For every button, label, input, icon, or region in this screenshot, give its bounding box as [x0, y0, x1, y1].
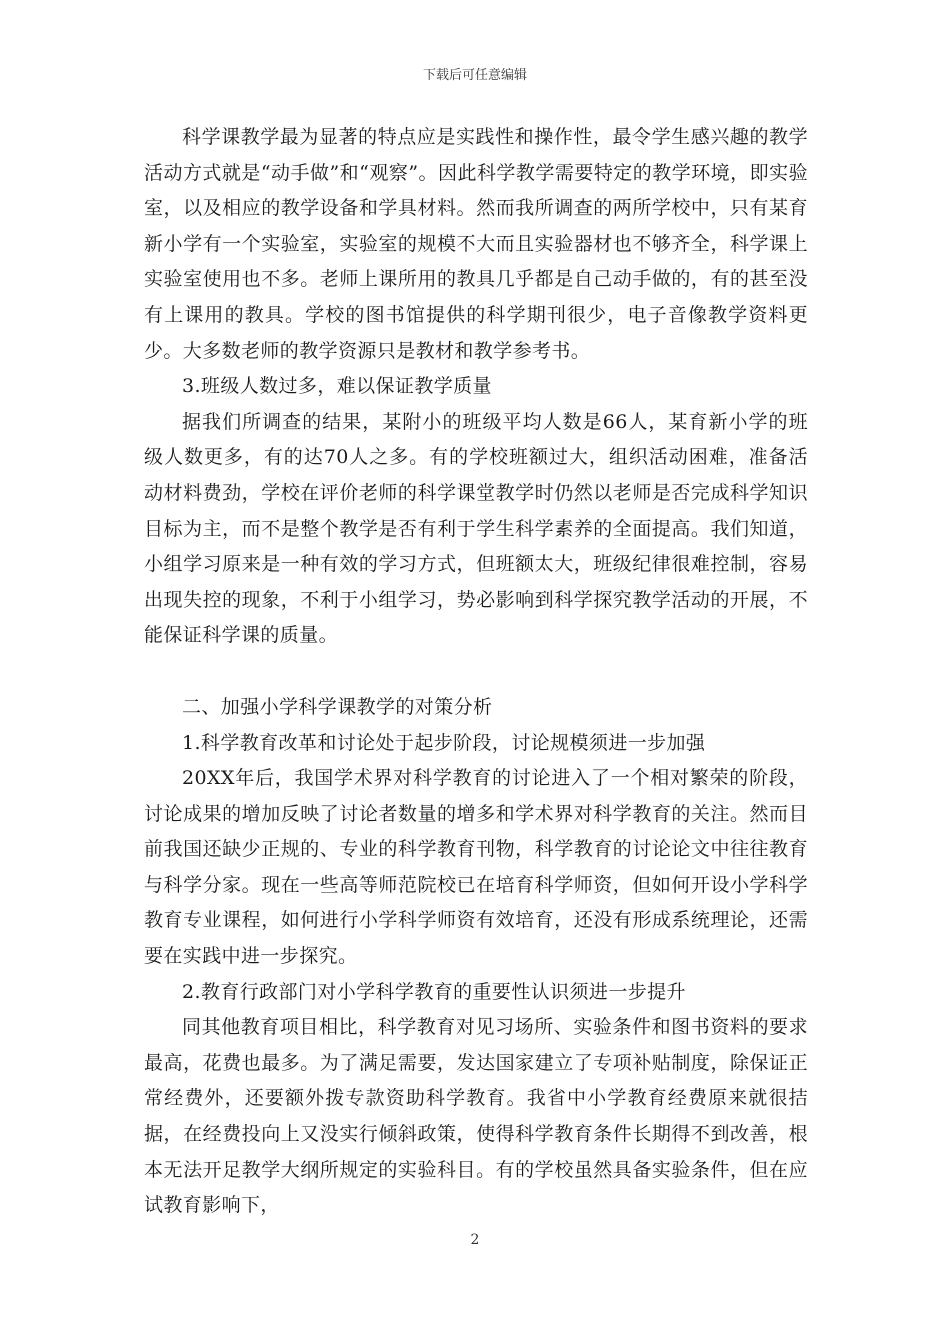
section-gap: [144, 654, 808, 690]
document-body: [144, 120, 808, 1224]
subheading-class-size: 3.班级人数过多，难以保证教学质量: [182, 375, 492, 398]
paragraph-lab-conditions: 科学课教学最为显著的特点应是实践性和操作性，最令学生感兴趣的教学活动方式就是“动手做”和“观察”。因此科学教学需要特定的教学环境，即实验室，以及相应的教学设备和学具材料。然而我所调查的两所学校中，只有某育新小学有一个实验室，实验室的规模不大而且实验器材也不够齐全，科学课上实验室使用也不多。老师上课所用的教具几乎都是自己动手做的，有的甚至没有上课用的教具。学校的图书馆提供的科学期刊很少，电子音像教学资料更少。大多数老师的教学资源只是教材和教学参考书。: [144, 126, 808, 362]
paragraph-research-scale: 20XX年后，我国学术界对科学教育的讨论进入了一个相对繁荣的阶段，讨论成果的增加反映了讨论者数量的增多和学术界对科学教育的关注。然而目前我国还缺少正规的、专业的科学教育刊物，科学教育的讨论论文中往往教育与科学分家。现在一些高等师范院校已在培育科学师资，但如何开设小学科学教育专业课程，如何进行小学科学师资有效培育，还没有形成系统理论，还需要在实践中进一步探究。: [144, 767, 808, 968]
section-heading-countermeasures: 二、加强小学科学课教学的对策分析: [182, 695, 493, 718]
page-number: 2: [470, 1232, 480, 1248]
page-header: 下载后可任意编辑: [422, 68, 527, 83]
subheading-research-scale: 1.科学教育改革和讨论处于起步阶段，讨论规模须进一步加强: [182, 731, 706, 754]
paragraph-administration: 同其他教育项目相比，科学教育对见习场所、实验条件和图书资料的要求最高，花费也最多。为了满足需要，发达国家建立了专项补贴制度，除保证正常经费外，还要额外拨专款资助科学教育。我省中小学教育经费原来就很拮据，在经费投向上又没实行倾斜政策，使得科学教育条件长期得不到改善，根本无法开足教学大纲所规定的实验科目。有的学校虽然具备实验条件，但在应试教育影响下，: [144, 1016, 808, 1217]
subheading-administration: 2.教育行政部门对小学科学教育的重要性认识须进一步提升: [182, 980, 686, 1003]
paragraph-class-size: 据我们所调查的结果，某附小的班级平均人数是66人，某育新小学的班级人数更多，有的达70人之多。有的学校班额过大，组织活动困难，准备活动材料费劲，学校在评价老师的科学课堂教学时仍然以老师是否完成科学知识目标为主，而不是整个教学是否有利于学生科学素养的全面提高。我们知道，小组学习原来是一种有效的学习方式，但班额太大，班级纪律很难控制，容易出现失控的现象，不利于小组学习，势必影响到科学探究教学活动的开展，不能保证科学课的质量。: [144, 410, 808, 647]
